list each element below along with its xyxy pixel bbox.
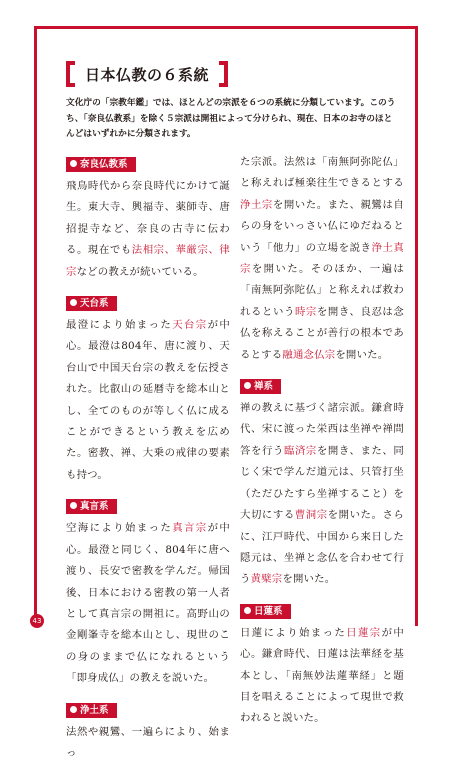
lotus-icon bbox=[70, 299, 77, 306]
sect-name-highlight: 法相宗、華厳宗、律宗 bbox=[66, 244, 230, 278]
title-block bbox=[66, 60, 228, 88]
lotus-icon bbox=[244, 382, 251, 389]
lotus-icon bbox=[70, 160, 77, 167]
body-text: を開いた。また、親鸞は自らの身をいっさい仏にゆだねるという「他力」の立場を説き bbox=[240, 198, 404, 254]
section-nara bbox=[66, 152, 230, 283]
body-text: が中心。鎌倉時代、日蓮は法華経を基本とし、「南無妙法蓮華経」と題目を唱えることによって現世で救われると説いた。 bbox=[240, 626, 404, 725]
right-bracket-icon bbox=[219, 61, 228, 87]
section-nichiren bbox=[240, 599, 404, 730]
section-heading bbox=[66, 499, 117, 514]
section-body bbox=[66, 315, 230, 486]
body-text: 法然や親鸞、一遍らにより、始まっ bbox=[66, 725, 230, 759]
sect-name-highlight: 臨済宗 bbox=[283, 444, 317, 457]
section-body bbox=[240, 623, 404, 730]
body-text: 空海により始まった bbox=[66, 522, 173, 535]
sect-name-highlight: 融通念仏宗 bbox=[282, 348, 336, 361]
body-text: を開いた。 bbox=[335, 348, 389, 361]
page-title: 日本仏教の６系統 bbox=[85, 65, 210, 84]
intro-paragraph: 文化庁の「宗教年鑑」では、ほとんどの宗派を６つの系統に分類しています。このうち、「奈良仏教系」を除く５宗派は開祖によって分けられ、現在、日本のお寺のほとんどはいずれかに分類されます。 bbox=[66, 98, 396, 139]
sect-name-highlight: 日蓮宗 bbox=[346, 626, 382, 639]
sect-name-highlight: 真言宗 bbox=[172, 522, 208, 535]
body-text: が中心。最澄と同じく、804年に唐へ渡り、長安で密教を学んだ。帰国後、日本における密教の第一人者として真言宗の開祖に。高野山の金剛峯寺を総本山とし、現世のこの身のままで仏になれるという「即身成仏」の教えを説いた。 bbox=[66, 522, 230, 685]
lotus-icon bbox=[70, 502, 77, 509]
section-body bbox=[66, 518, 230, 689]
section-heading bbox=[66, 703, 117, 718]
section-body bbox=[240, 398, 404, 591]
section-heading bbox=[66, 157, 136, 172]
body-text: 日蓮により始まった bbox=[240, 626, 347, 639]
section-heading bbox=[240, 604, 291, 619]
section-heading-label: 天台系 bbox=[80, 298, 109, 310]
body-text: 飛鳥時代から奈良時代にかけて誕生。東大寺、興福寺、薬師寺、唐招提寺など、奈良の古寺に伝わる。現在でも bbox=[66, 180, 230, 257]
section-shingon bbox=[66, 494, 230, 689]
section-heading-label: 禅系 bbox=[254, 381, 274, 393]
section-zen bbox=[240, 374, 404, 591]
section-tendai bbox=[66, 291, 230, 486]
body-text: 最澄により始まった bbox=[66, 319, 173, 332]
lotus-icon bbox=[70, 706, 77, 713]
section-heading-label: 浄土系 bbox=[80, 704, 109, 716]
right-column bbox=[240, 152, 404, 738]
left-bracket-icon bbox=[66, 61, 75, 87]
body-text: を開いた。さらに、江戸時代、中国から来日した隠元は、坐禅と念仏を合わせて行う bbox=[240, 509, 405, 586]
body-text: を開いた。 bbox=[282, 573, 336, 586]
body-text: を開き、また、同じく宋で学んだ道元は、只管打坐（ただひたすら坐禅すること）を大切にする bbox=[240, 444, 404, 522]
sect-name-highlight: 浄土真宗 bbox=[240, 241, 404, 276]
body-text: が中心。最澄は804年、唐に渡り、天台山で中国天台宗の教えを伝授された。比叡山の延暦寺を総本山とし、全てのものが等しく仏に成ることができるという教えを広めた。密教、禅、大乗の戒律の要素も持つ。 bbox=[66, 319, 230, 481]
sect-name-highlight: 黄檗宗 bbox=[250, 573, 283, 586]
sect-name-highlight: 浄土宗 bbox=[240, 198, 273, 211]
body-text: を開いた。そのほか、一遍は「南無阿弥陀仏」と称えれば救われるという bbox=[240, 263, 404, 318]
sect-name-highlight: 曹洞宗 bbox=[294, 509, 328, 522]
lotus-icon bbox=[244, 607, 251, 614]
section-heading-label: 日蓮系 bbox=[254, 605, 283, 617]
body-text: などの教えが続いている。 bbox=[76, 265, 204, 278]
sect-name-highlight: 天台宗 bbox=[172, 319, 208, 332]
section-heading-label: 奈良仏教系 bbox=[80, 159, 128, 170]
body-text: た宗派。法然は「南無阿弥陀仏」と称えれば極楽往生できるとする bbox=[240, 156, 404, 190]
section-body bbox=[66, 722, 230, 765]
section-jodo bbox=[66, 698, 230, 765]
left-column bbox=[66, 152, 230, 772]
section-heading bbox=[240, 379, 281, 394]
section-body-continued bbox=[240, 152, 404, 366]
section-heading bbox=[66, 296, 117, 311]
section-body bbox=[66, 176, 230, 283]
body-text: 禅の教えに基づく諸宗派。鎌倉時代、宋に渡った栄西は坐禅や禅問答を行う bbox=[240, 402, 404, 457]
section-heading-label: 真言系 bbox=[80, 501, 109, 513]
body-text: を開き、良忍は念仏を称えることが善行の根本であるとする bbox=[240, 305, 405, 361]
page-number: 43 bbox=[30, 614, 44, 628]
sect-name-highlight: 時宗 bbox=[294, 305, 317, 318]
